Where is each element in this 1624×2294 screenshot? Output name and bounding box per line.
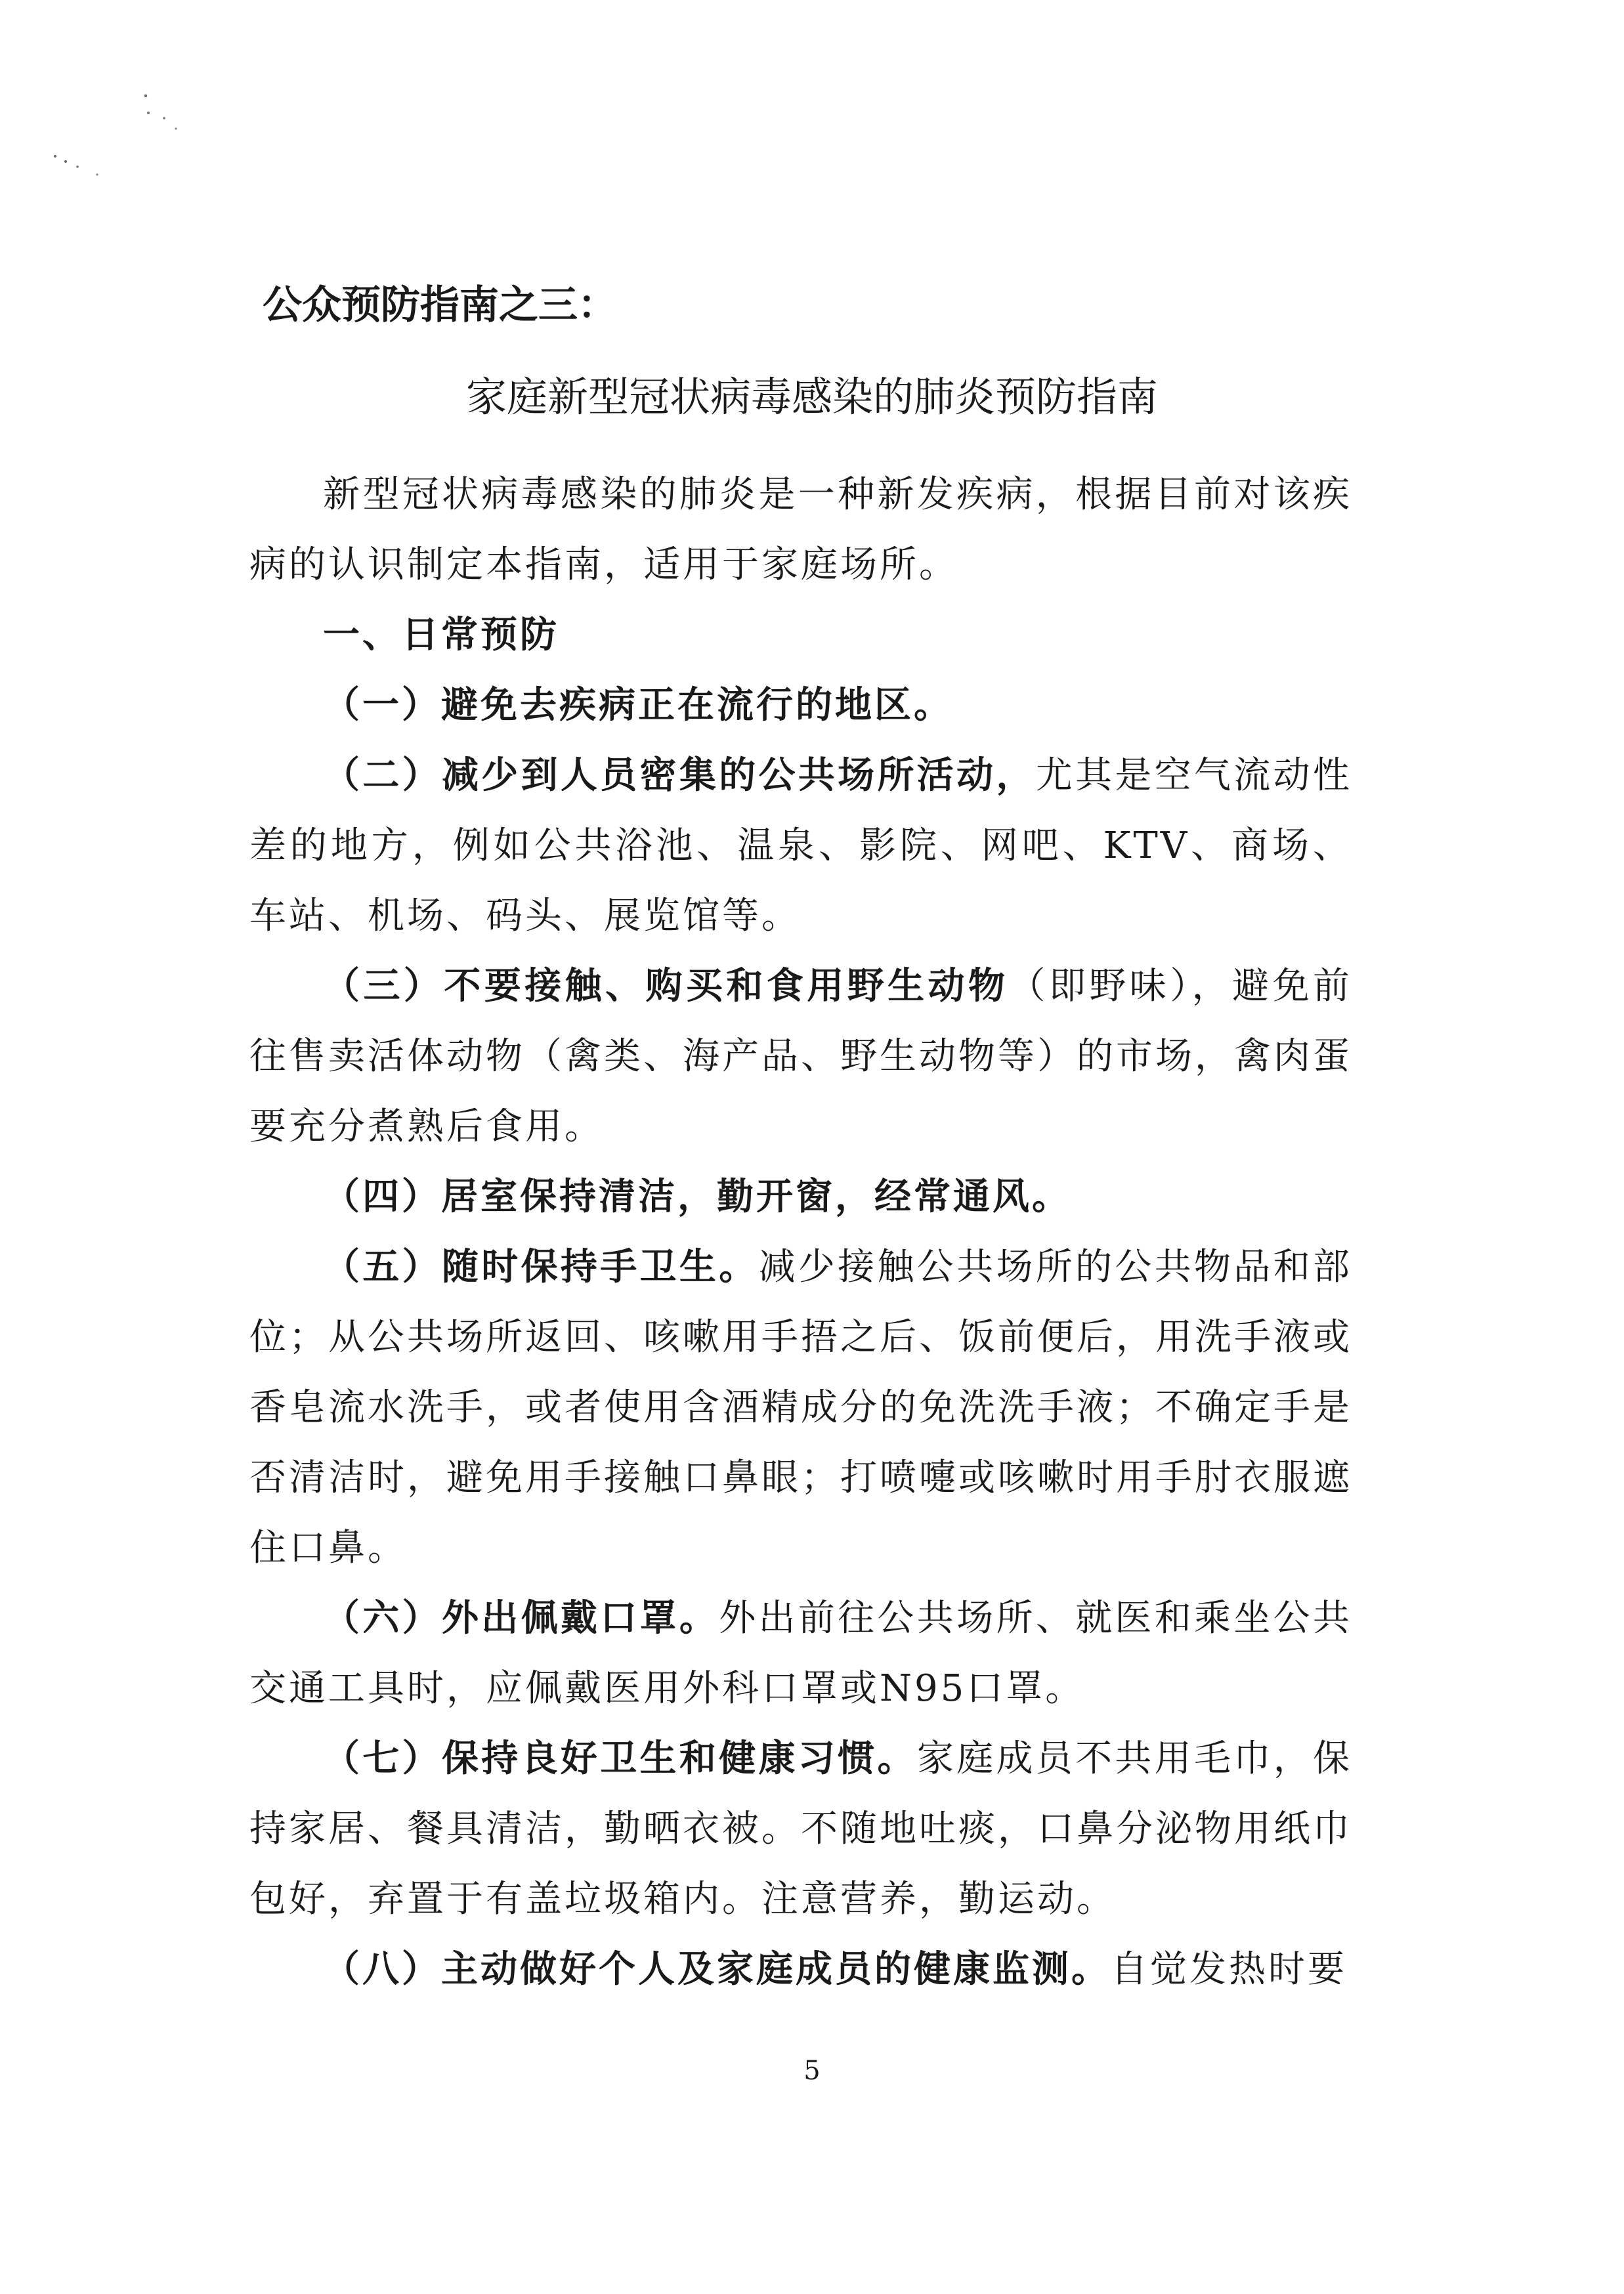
item-text: 自觉发热时要: [1111, 1948, 1347, 1991]
item-text: （即野味），避免前往售卖活体动物（禽类、海产品、野生动物等）的市场，禽肉蛋要充分煮熟后食用。: [249, 965, 1353, 1148]
scan-specks: [39, 79, 210, 197]
document-title: 家庭新型冠状病毒感染的肺炎预防指南: [465, 373, 1158, 421]
item-6: [249, 1583, 1352, 1724]
intro-paragraph: 新型冠状病毒感染的肺炎是一种新发疾病，根据目前对该疾病的认识制定本指南，适用于家庭场所。: [249, 473, 1352, 586]
item-label: （六）外出佩戴口罩。: [323, 1596, 719, 1640]
item-label: （五）随时保持手卫生。: [323, 1245, 759, 1288]
item-7: [249, 1724, 1352, 1934]
series-title: 公众预防指南之三：: [263, 282, 617, 328]
item-5: [249, 1232, 1352, 1583]
document-body: [249, 459, 1352, 2005]
page-number: 5: [803, 2056, 821, 2086]
section-heading-daily-prevention: 一、日常预防: [323, 613, 559, 656]
item-text: 尤其是空气流动性差的地方，例如公共浴池、温泉、影院、网吧、KTV、商场、车站、机场、码头、展览馆等。: [249, 754, 1353, 937]
item-label: （八）主动做好个人及家庭成员的健康监测。: [323, 1947, 1111, 1991]
item-label: （四）居室保持清洁，勤开窗，经常通风。: [323, 1175, 1071, 1218]
item-8: [249, 1934, 1352, 2005]
item-text: 减少接触公共场所的公共物品和部位；从公共场所返回、咳嗽用手捂之后、饭前便后，用洗手液或香皂流水洗手，或者使用含酒精成分的免洗洗手液；不确定手是否清洁时，避免用手接触口鼻眼；打喷嚏或咳嗽时用手肘衣服遮住口鼻。: [249, 1246, 1353, 1569]
item-label: （七）保持良好卫生和健康习惯。: [323, 1737, 917, 1780]
item-text: 家庭成员不共用毛巾，保持家居、餐具清洁，勤晒衣被。不随地吐痰，口鼻分泌物用纸巾包好，弃置于有盖垃圾箱内。注意营养，勤运动。: [249, 1737, 1353, 1921]
item-2: [249, 740, 1352, 951]
item-label: （二）减少到人员密集的公共场所活动，: [323, 754, 1036, 797]
item-label: （一）避免去疾病正在流行的地区。: [323, 683, 953, 727]
item-3: [249, 951, 1352, 1162]
item-1: [249, 670, 1352, 740]
item-label: （三）不要接触、购买和食用野生动物: [323, 964, 1009, 1008]
item-text: 外出前往公共场所、就医和乘坐公共交通工具时，应佩戴医用外科口罩或N95口罩。: [249, 1597, 1353, 1710]
item-4: [249, 1162, 1352, 1232]
